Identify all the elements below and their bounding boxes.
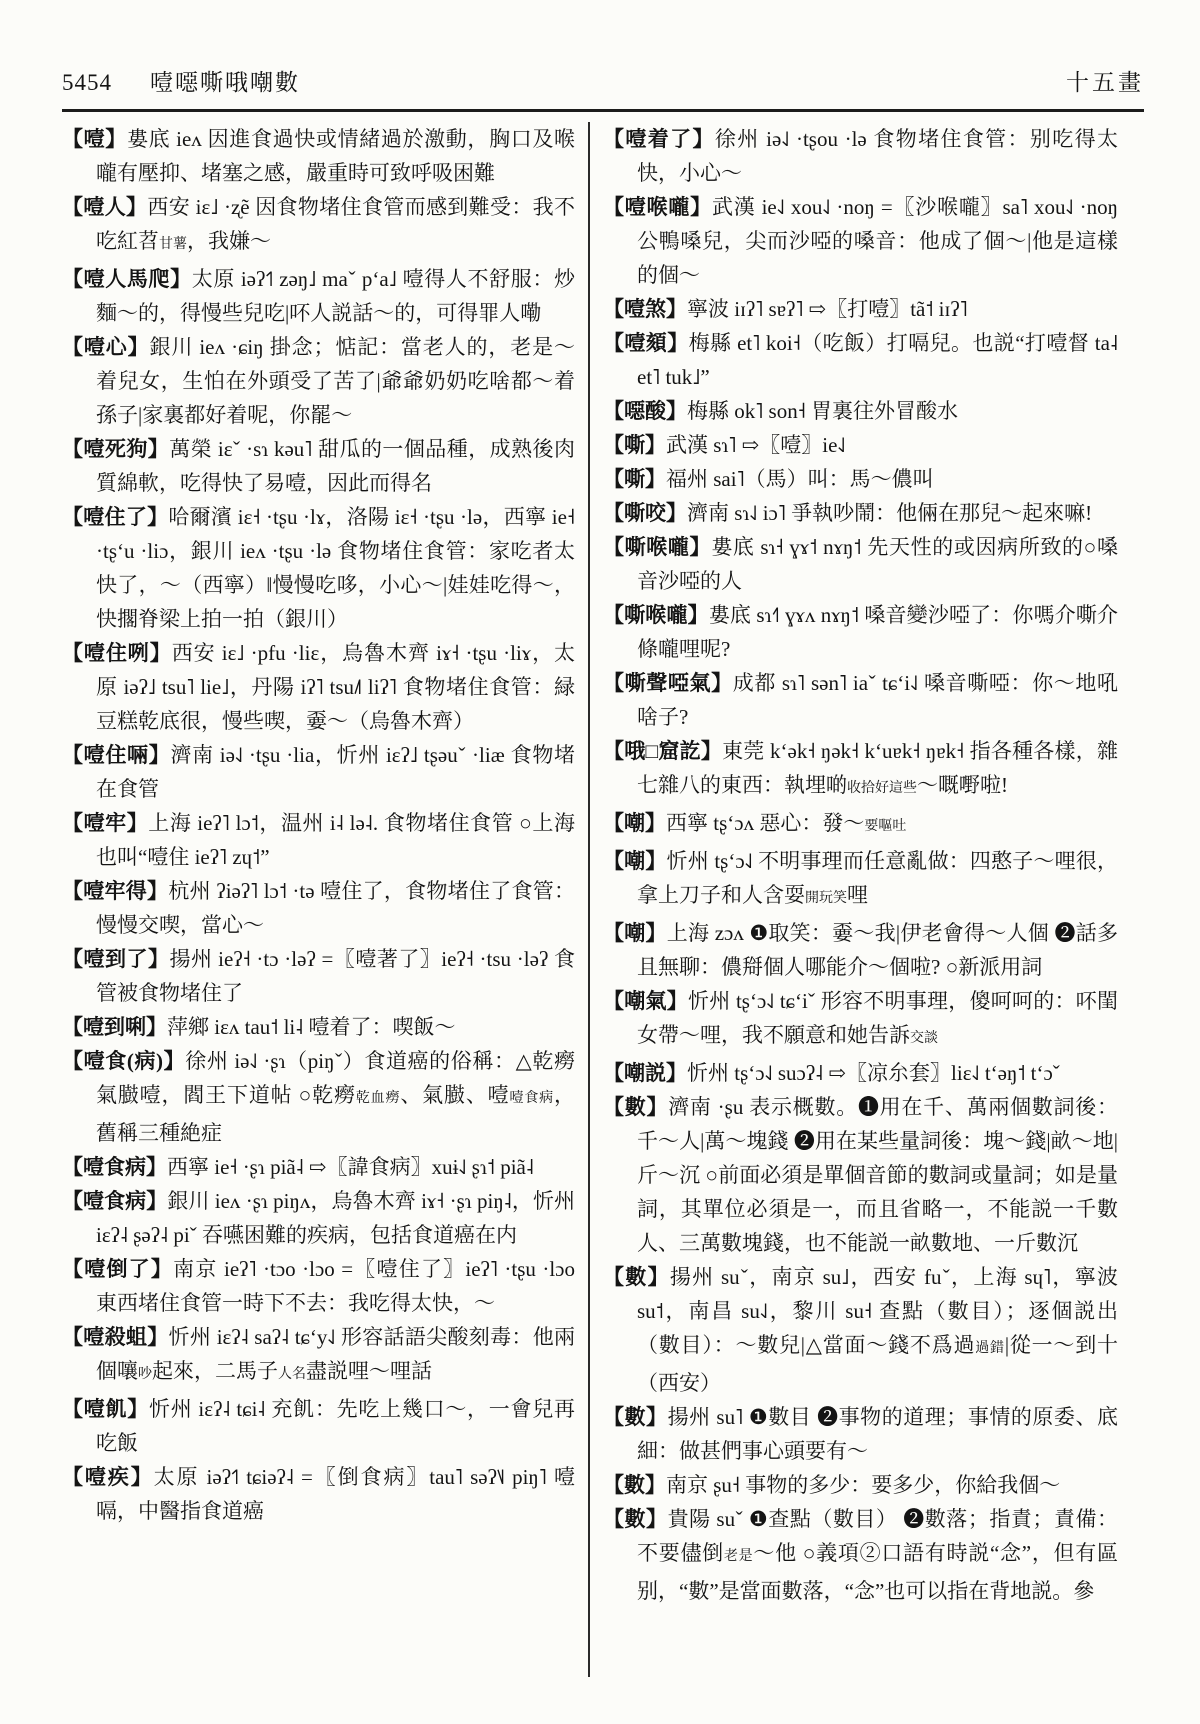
dictionary-entry: [62, 500, 575, 636]
entry-text: 忻州 tʂʻɔ˨˩ tɕʻiˇ 形容不明事理，傻呵呵的：吥閨女帶～哩，我不願意和她告訴: [637, 989, 1118, 1047]
entry-headword: 【嘶聲啞氣】: [603, 671, 733, 695]
entry-text: 銀川 ieʌ ·ʂɿ piŋʌ，烏魯木齊 iɤ˧ ·ʂɿ piŋ˨，忻州 iɛʔ˨ ʂəʔ˨ piˇ 吞嚥困難的疾病，包括食道癌在内: [96, 1189, 575, 1247]
dictionary-entry: [62, 262, 575, 330]
entry-headword: 【噎飢】: [62, 1397, 149, 1421]
dictionary-entry: [603, 734, 1118, 806]
section-stroke-count: 十五畫: [1066, 70, 1144, 95]
text-columns: [62, 122, 1144, 1677]
entry-text: 濟南 iə˨˩ ·tʂu ·lia，忻州 iɛʔ˩ tʂəuˇ ·liæ 食物堵在食管: [96, 743, 576, 801]
entry-text: 南京 ʂu˧ 事物的多少：要多少，你給我個～: [666, 1473, 1061, 1497]
entry-text: 婁底 ieʌ 因進食過快或情緒過於激動，胸口及喉嚨有壓抑、堵塞之感，嚴重時可致呼吸困難: [96, 127, 575, 185]
dictionary-entry: [603, 496, 1118, 530]
entry-text: |從一～到十（西安）: [637, 1333, 1118, 1395]
entry-headword: 【噎着了】: [603, 127, 715, 151]
page-header: [62, 64, 1144, 97]
dictionary-entry: [603, 1502, 1118, 1608]
page-headword-range: 噎噁嘶哦嘲數: [150, 70, 300, 95]
dictionary-entry: [603, 1090, 1118, 1260]
entry-text: 揚州 su˥ ❶數目 ❷事物的道理；事情的原委、底細：做甚們事心頭要有～: [637, 1405, 1118, 1463]
dictionary-entry: [62, 122, 575, 190]
entry-headword: 【噎煞】: [603, 297, 687, 321]
right-column: [590, 122, 1118, 1677]
dictionary-entry: [62, 636, 575, 738]
entry-headword: 【數】: [603, 1473, 666, 1497]
entry-text: 貴陽 suˇ ❶查點（數目） ❷數落；指責；責備：不要儘倒: [637, 1507, 1118, 1565]
dictionary-entry: [603, 462, 1118, 496]
entry-headword: 【噎疾】: [62, 1465, 154, 1489]
entry-text: 忻州 tʂʻɔ˨˩ 不明事理而任意亂做：四憨子～哩很，拿上刀子和人含耍: [637, 849, 1119, 907]
dictionary-entry: [62, 432, 575, 500]
entry-text: 萍鄉 iɛʌ tau˦ li˨ 噎着了：喫飯～: [167, 1015, 456, 1039]
entry-text: 徐州 iə˨˩ ·ʂɿ（piŋˇ）食道癌的俗稱：△乾癆氣臌噎，閻王下道帖 ○乾癆: [96, 1049, 575, 1107]
entry-headword: 【嘶】: [603, 433, 666, 457]
entry-text: 徐州 iə˨˩ ·tʂou ·lə 食物堵住食管：别吃得太快，小心～: [637, 127, 1119, 185]
dictionary-entry: [62, 1150, 575, 1184]
entry-headword: 【嘶喉嚨】: [603, 535, 712, 559]
dictionary-entry: [62, 1320, 575, 1392]
entry-gloss-small: 過錯: [975, 1341, 1005, 1356]
entry-headword: 【嘶咬】: [603, 501, 687, 525]
dictionary-entry: [603, 916, 1118, 984]
dictionary-entry: [62, 738, 575, 806]
entry-gloss-small: 噎食病: [509, 1091, 555, 1106]
entry-gloss-small: 收拾好這些: [847, 781, 917, 796]
entry-text: ～他 ○義項②口語有時説“念”，但有區别，“數”是當面數落，“念”也可以指在背地説。參: [637, 1541, 1119, 1603]
entry-text: 揚州 ieʔ˧ ·tɔ ·ləʔ =〖噎著了〗ieʔ˧ ·tsu ·ləʔ 食管被食物堵住了: [96, 947, 575, 1005]
dictionary-entry: [62, 874, 575, 942]
entry-text: 忻州 iɛʔ˨ tɕi˨ 充飢：先吃上幾口～，一會兒再吃飯: [96, 1397, 576, 1455]
dictionary-entry: [62, 330, 575, 432]
entry-text: 武漢 ie˨˩ xou˨˩ ·noŋ =〖沙喉嚨〗sa˥ xou˨˩ ·noŋ 公鴨嗓兒，尖而沙啞的嗓音：他成了個～|他是這樣的個～: [637, 195, 1118, 287]
entry-text: 西安 iɛ˩ ·pfu ·liɛ，烏魯木齊 iɤ˧ ·tʂu ·liɤ，太原 iəʔ˩ tsu˥ lie˩，丹陽 iʔ˥ tsu˩˥ liʔ˥ 食物堵住食管：緑豆糕乾底很，慢些喫，嫑～（烏魯木齊）: [96, 641, 575, 733]
entry-gloss-small: 老是: [723, 1549, 754, 1564]
entry-headword: 【噎住了】: [62, 505, 169, 529]
entry-gloss-small: 人名: [278, 1367, 306, 1382]
entry-headword: 【噎死狗】: [62, 437, 170, 461]
entry-text: 成都 sɿ˥ sən˥ iaˇ tɕʻi˨˩ 嗓音嘶啞：你～地吼啥子?: [637, 671, 1119, 729]
dictionary-entry: [603, 122, 1118, 190]
entry-text: 忻州 iɛʔ˨ saʔ˨ tɕʻy˨˩ 形容話語尖酸刻毒：他兩個嚷: [96, 1325, 576, 1383]
dictionary-entry: [603, 806, 1118, 844]
entry-headword: 【噎到了】: [62, 947, 170, 971]
dictionary-entry: [62, 1392, 575, 1460]
header-rule: [62, 109, 1144, 112]
dictionary-entry: [603, 1260, 1118, 1400]
dictionary-entry: [62, 1252, 575, 1320]
dictionary-entry: [603, 1400, 1118, 1468]
dictionary-entry: [603, 984, 1118, 1056]
entry-text: 濟南 sɿ˨˩ iɔ˥ 爭執吵鬧：他倆在那兒～起來嘛!: [687, 501, 1093, 525]
entry-headword: 【數】: [603, 1507, 668, 1531]
entry-text: 南京 ieʔ˥ ·tɔo ·lɔo =〖噎住了〗ieʔ˥ ·tʂu ·lɔo 東西堵住食管一時下不去：我吃得太快，～: [96, 1257, 576, 1315]
entry-headword: 【數】: [603, 1265, 670, 1289]
entry-text: 婁底 sɿ˧ ɣɤ˦ nɤŋ˦ 先天性的或因病所致的○嗓音沙啞的人: [637, 535, 1119, 593]
entry-headword: 【嘲】: [603, 811, 666, 835]
entry-text: ，我嫌～: [187, 229, 271, 253]
dictionary-entry: [62, 190, 575, 262]
entry-text: 忻州 tʂʻɔ˨˩ suɔʔ˨ ⇨〖凉厼套〗liɛ˨˩ tʻəŋ˦ tʻɔˇ: [687, 1061, 1060, 1085]
dictionary-entry: [62, 1010, 575, 1044]
entry-text: 西寧 ie˧ ·ʂɿ piã˨ ⇨〖諱食病〗xuɨ˨˩ ʂɿ˦ piã˨: [167, 1155, 534, 1179]
entry-gloss-small: 交談: [910, 1031, 938, 1046]
entry-headword: 【噎倒了】: [62, 1257, 174, 1281]
entry-text: 起來，二馬子: [152, 1359, 278, 1383]
dictionary-entry: [62, 1460, 575, 1528]
dictionary-entry: [603, 428, 1118, 462]
entry-text: 濟南 ·ʂu 表示概數。❶用在千、萬兩個數詞後：千～人|萬～塊錢 ❷用在某些量詞後：塊～錢|畝～地|斤～沉 ○前面必須是單個音節的數詞或量詞；如是量詞，其單位必須是一，而且省略一，不能説一千數人、三萬數塊錢，也不能説一畝數地、一斤數沉: [637, 1095, 1119, 1255]
entry-text: 太原 iəʔ˦˥ zəŋ˩ maˇ pʻa˩ 噎得人不舒服：炒麵～的，得慢些兒吃|吥人説話～的，可得罪人嘞: [96, 267, 575, 325]
entry-text: 寧波 iɪʔ˥ sɐʔ˥ ⇨〖打噎〗tã˦ iɪʔ˥: [687, 297, 968, 321]
entry-text: 太原 iəʔ˦˥ tɕiəʔ˨ =〖倒食病〗tau˥ səʔ˥˩ piŋ˥ 噎嗝，中醫指食道癌: [96, 1465, 575, 1523]
entry-headword: 【噎牢得】: [62, 879, 169, 903]
entry-text: 哩: [847, 883, 868, 907]
dictionary-entry: [603, 394, 1118, 428]
entry-headword: 【噎頦】: [603, 331, 689, 355]
entry-headword: 【噎食病】: [62, 1189, 168, 1213]
entry-text: ，舊稱三種絶症: [96, 1083, 576, 1145]
entry-gloss-small: 甘薯: [159, 237, 187, 252]
entry-headword: 【嘲氣】: [603, 989, 688, 1013]
dictionary-entry: [603, 1468, 1118, 1502]
dictionary-entry: [603, 1056, 1118, 1090]
entry-headword: 【噎食(病)】: [62, 1049, 186, 1073]
entry-text: 哈爾濱 iɛ˧ ·tʂu ·lɤ，洛陽 iɛ˧ ·tʂu ·lə，西寧 ie˧ ·tʂʻu ·liɔ，銀川 ieʌ ·tʂu ·lə 食物堵住食管：家吃者太快了，～（西寧）‖慢慢吃哆，小心～|娃娃吃得～，快擱脊梁上拍一拍（銀川）: [96, 505, 576, 631]
page-number: 5454: [62, 70, 112, 95]
entry-text: 梅縣 et˥ koi˧（吃飯）打嗝兒。也説“打噎督 ta˨ et˥ tuk˩”: [637, 331, 1118, 389]
entry-text: 東莞 kʻək˧ ŋək˧ kʻuɐk˧ ŋɐk˧ 指各種各樣，雜七雜八的東西：執埋啲: [637, 739, 1118, 797]
dictionary-entry: [603, 844, 1118, 916]
entry-headword: 【數】: [603, 1405, 668, 1429]
entry-text: 上海 zɔʌ ❶取笑：嫑～我|伊老會得～人個 ❷話多且無聊：儂搿個人哪能介～個啦? ○新派用詞: [637, 921, 1119, 979]
entry-text: 銀川 ieʌ ·ɕiŋ 掛念；惦記：當老人的，老是～着兒女，生怕在外頭受了苦了|爺爺奶奶吃啥都～着孫子|家裏都好着呢，你罷～: [96, 335, 575, 427]
dictionary-entry: [603, 666, 1118, 734]
dictionary-entry: [603, 190, 1118, 292]
entry-text: 西安 iɛ˩ ·ʐẽ 因食物堵住食管而感到難受：我不吃紅苕: [96, 195, 576, 253]
entry-gloss-small: 吵: [138, 1367, 152, 1382]
entry-headword: 【數】: [603, 1095, 669, 1119]
entry-headword: 【噎人】: [62, 195, 148, 219]
entry-headword: 【噎食病】: [62, 1155, 167, 1179]
entry-headword: 【哦□窟訖】: [603, 739, 723, 763]
entry-headword: 【噎人馬爬】: [62, 267, 192, 291]
entry-headword: 【嘲説】: [603, 1061, 687, 1085]
entry-headword: 【嘲】: [603, 921, 667, 945]
dictionary-entry: [62, 806, 575, 874]
entry-headword: 【噎到唎】: [62, 1015, 167, 1039]
entry-headword: 【噎殺蛆】: [62, 1325, 169, 1349]
dictionary-entry: [62, 1044, 575, 1150]
entry-text: 梅縣 ok˥ son˧ 胃裏往外冒酸水: [687, 399, 958, 423]
entry-headword: 【噎】: [62, 127, 127, 151]
entry-headword: 【嘶喉嚨】: [603, 603, 709, 627]
entry-text: ～嘅嘢啦!: [917, 773, 1008, 797]
entry-text: 揚州 suˇ，南京 su˩，西安 fuˇ，上海 sɥ˥，寧波 su˦，南昌 su˨˩，黎川 su˧ 查點（數目）；逐個説出（數目）：～數兒|△當面～錢不爲過: [637, 1265, 1118, 1357]
entry-text: 、氣臌、噎: [400, 1083, 510, 1107]
dictionary-entry: [62, 942, 575, 1010]
entry-headword: 【噎喉嚨】: [603, 195, 712, 219]
dictionary-entry: [603, 598, 1118, 666]
entry-text: 上海 ieʔ˥ lɔ˦，温州 i˨ lə˨. 食物堵住食管 ○上海也叫“噎住 ieʔ˥ zɥ˦”: [96, 811, 575, 869]
entry-text: 西寧 tʂʻɔʌ 惡心：發～: [666, 811, 865, 835]
entry-gloss-small: 開玩笑: [805, 891, 847, 906]
entry-gloss-small: 乾血癆: [355, 1091, 401, 1106]
dictionary-entry: [62, 1184, 575, 1252]
entry-headword: 【嘲】: [603, 849, 667, 873]
dictionary-entry: [603, 530, 1118, 598]
entry-gloss-small: 要嘔吐: [864, 819, 907, 834]
entry-text: 杭州 ʔiəʔ˥ lɔ˦ ·tə 噎住了，食物堵住了食管：慢慢交喫，當心～: [96, 879, 575, 937]
entry-headword: 【噎住咧】: [62, 641, 172, 665]
entry-headword: 【嘶】: [603, 467, 666, 491]
dictionary-entry: [603, 292, 1118, 326]
left-column: [62, 122, 590, 1677]
dictionary-entry: [603, 326, 1118, 394]
entry-text: 婁底 sɿ˧˥ ɣɤʌ nɤŋ˦ 嗓音變沙啞了：你嗎介嘶介條嚨哩呢?: [637, 603, 1118, 661]
entry-headword: 【噎牢】: [62, 811, 149, 835]
entry-text: 盡説哩～哩話: [306, 1359, 432, 1383]
entry-headword: 【噁酸】: [603, 399, 687, 423]
entry-headword: 【噎心】: [62, 335, 150, 359]
entry-text: 福州 sai˥（馬）叫：馬～儂叫: [666, 467, 934, 491]
entry-text: 萬榮 iɛˇ ·sɿ kəu˥ 甜瓜的一個品種，成熟後肉質綿軟，吃得快了易噎，因此而得名: [96, 437, 576, 495]
entry-headword: 【噎住啢】: [62, 743, 171, 767]
entry-text: 武漢 sɿ˥ ⇨〖噎〗ie˨˩: [666, 433, 846, 457]
